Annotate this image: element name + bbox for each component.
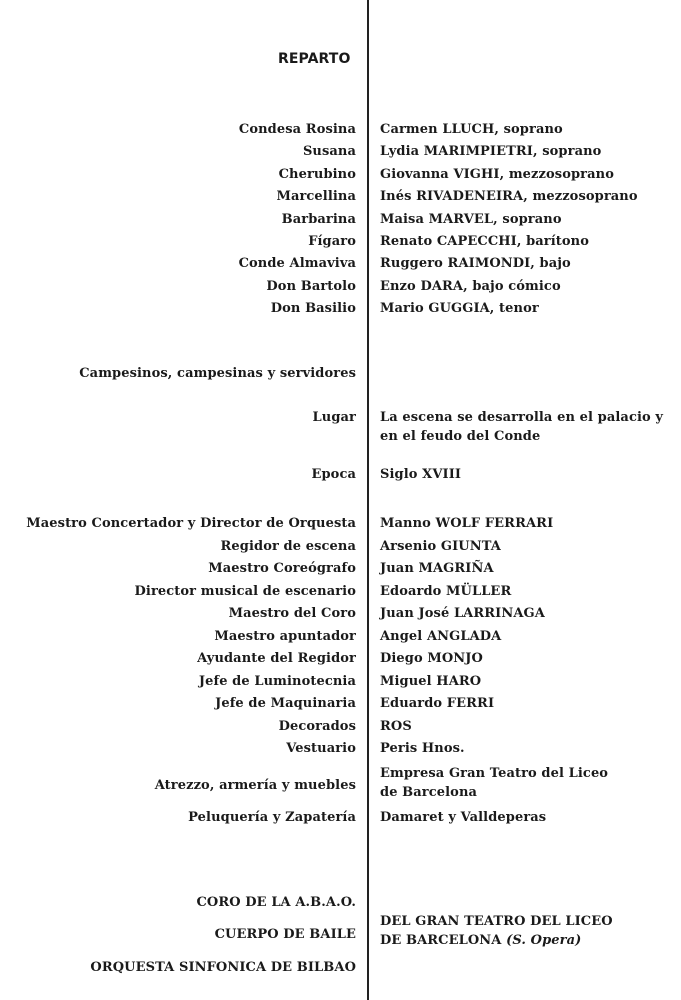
staff-row-name: Juan MAGRIÑA — [380, 561, 494, 576]
orquesta-label: ORQUESTA SINFONICA DE BILBAO — [90, 960, 356, 975]
baile-label: CUERPO DE BAILE — [214, 927, 356, 942]
staff-row-name: Eduardo FERRI — [380, 696, 495, 711]
cast-row-role: Susana — [302, 144, 356, 160]
page-title: REPARTO — [278, 51, 351, 67]
staff-row-name: Diego MONJO — [380, 651, 483, 666]
epoch-value: Siglo XVIII — [380, 467, 462, 482]
cast-row-role: Marcellina — [276, 189, 356, 205]
staff-row-name: Angel ANGLADA — [380, 628, 502, 644]
epoch-label: Epoca — [311, 467, 356, 482]
footer-right-line-1: DEL GRAN TEATRO DEL LICEO — [380, 914, 613, 929]
staff-row-name: Arsenio GIUNTA — [380, 538, 501, 554]
cast-row-role: Don Bartolo — [266, 278, 356, 294]
staff-row-role: Decorados — [278, 718, 356, 734]
cast-row-name: Ruggero RAIMONDI, bajo — [380, 256, 571, 272]
staff-row-name: Manno WOLF FERRARI — [380, 516, 554, 531]
place-label: Lugar — [312, 410, 356, 425]
footer-right-text — [380, 912, 613, 950]
cast-row-role: Barbarina — [281, 211, 356, 227]
staff-row-role: Regidor de escena — [220, 538, 356, 554]
staff-row-name: Miguel HARO — [380, 673, 482, 689]
footer-right-note: (S. Opera) — [506, 933, 582, 948]
staff-row-name: Peris Hnos. — [380, 741, 465, 756]
staff-row-name: Juan José LARRINAGA — [380, 606, 545, 621]
footer-right-line-2 — [380, 931, 613, 950]
cast-row-name: Lydia MARIMPIETRI, soprano — [380, 144, 602, 160]
cast-row-role: Conde Almaviva — [238, 256, 356, 272]
footer-right-city: DE BARCELONA — [380, 933, 502, 948]
cast-row-name: Inés RIVADENEIRA, mezzosoprano — [380, 189, 638, 205]
props-label: Atrezzo, armería y muebles — [154, 778, 356, 793]
staff-row-role: Maestro Coreógrafo — [208, 561, 356, 576]
staff-row-name: ROS — [380, 718, 412, 734]
place-value — [380, 408, 663, 446]
staff-row-role: Jefe de Maquinaria — [215, 696, 356, 711]
extras-label: Campesinos, campesinas y servidores — [79, 366, 356, 381]
props-line-1: Empresa Gran Teatro del Liceo — [380, 766, 609, 781]
staff-row-role: Jefe de Luminotecnia — [198, 673, 356, 689]
props-value — [380, 764, 608, 802]
staff-row-role: Director musical de escenario — [134, 583, 356, 599]
coro-label: CORO DE LA A.B.A.O. — [196, 895, 356, 910]
staff-row-role: Maestro apuntador — [214, 628, 356, 644]
center-divider-line — [367, 0, 369, 1000]
cast-row-role: Fígaro — [308, 234, 356, 249]
cast-row-name: Enzo DARA, bajo cómico — [380, 278, 561, 294]
place-line-2: en el feudo del Conde — [380, 429, 541, 444]
hair-label: Peluquería y Zapatería — [188, 810, 356, 825]
cast-row-name: Maisa MARVEL, soprano — [380, 211, 562, 227]
cast-row-name: Mario GUGGIA, tenor — [380, 301, 539, 317]
cast-row-name: Carmen LLUCH, soprano — [380, 122, 563, 137]
staff-row-role: Maestro Concertador y Director de Orquesta — [26, 516, 356, 531]
place-line-1: La escena se desarrolla en el palacio y — [380, 410, 664, 425]
cast-row-role: Cherubino — [278, 166, 356, 182]
hair-value: Damaret y Valldeperas — [380, 810, 547, 825]
staff-row-role: Vestuario — [286, 741, 356, 756]
cast-row-role: Don Basilio — [270, 301, 356, 317]
staff-row-name: Edoardo MÜLLER — [380, 583, 512, 599]
cast-row-name: Giovanna VIGHI, mezzosoprano — [380, 166, 614, 182]
cast-row-role: Condesa Rosina — [238, 122, 356, 137]
staff-row-role: Ayudante del Regidor — [197, 651, 356, 666]
cast-row-name: Renato CAPECCHI, barítono — [380, 234, 589, 249]
props-line-2: de Barcelona — [380, 785, 478, 800]
staff-row-role: Maestro del Coro — [228, 606, 356, 621]
